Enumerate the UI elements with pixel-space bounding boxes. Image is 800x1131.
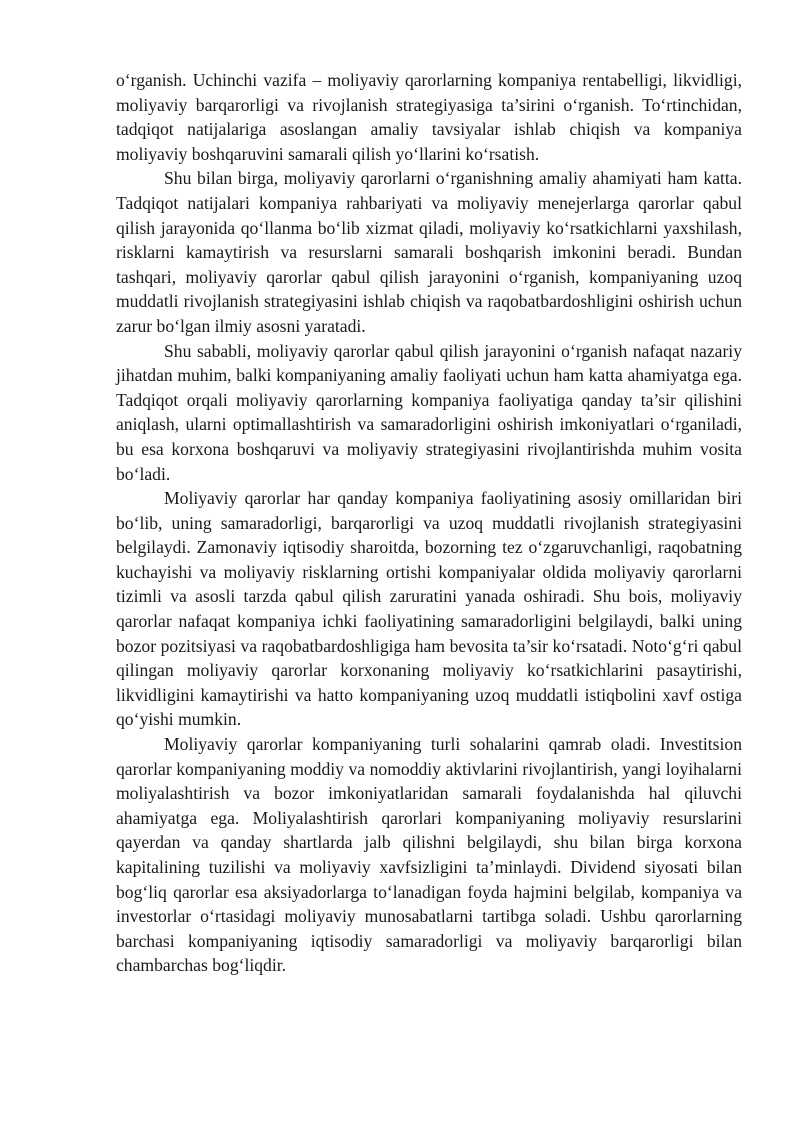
paragraph-decision-areas: Moliyaviy qarorlar kompaniyaning turli sohalarini qamrab oladi. Investitsion qarorlar kompaniyaning moddiy va nomoddiy aktivlarini rivojlantirish, yangi loyihalarni moliyalashtirish va bozor imkoniyatlaridan samarali foydalanishda hal qiluvchi ahamiyatga ega. Moliyalashtirish qarorlari kompaniyaning moliyaviy resurslarini qayerdan va qanday shartlarda jalb qilishni belgilaydi, shu bilan birga korxona kapitalining tuzilishi va moliyaviy xavfsizligini ta’minlaydi. Dividend siyosati bilan bog‘liq qarorlar esa aksiyadorlarga to‘lanadigan foyda hajmini belgilab, kompaniya va investorlar o‘rtasidagi moliyaviy munosabatlarni tartibga soladi. Ushbu qarorlarning barchasi kompaniyaning iqtisodiy samaradorligi va moliyaviy barqarorligi bilan chambarchas bog‘liqdir. [116, 734, 742, 976]
paragraph-financial-decisions-role: Moliyaviy qarorlar har qanday kompaniya faoliyatining asosiy omillaridan biri bo‘lib, uning samaradorligi, barqarorligi va uzoq muddatli rivojlanish strategiyasini belgilaydi. Zamonaviy iqtisodiy sharoitda, bozorning tez o‘zgaruvchanligi, raqobatning kuchayishi va moliyaviy risklarning ortishi kompaniyalar oldida moliyaviy qarorlarni tizimli va asosli tarzda qabul qilish zaruratini yanada oshiradi. Shu bois, moliyaviy qarorlar nafaqat kompaniya ichki faoliyatining samaradorligini belgilaydi, balki uning bozor pozitsiyasi va raqobatbardoshligiga ham bevosita ta’sir ko‘rsatadi. Noto‘g‘ri qabul qilingan moliyaviy qarorlar korxonaning moliyaviy ko‘rsatkichlarini pasaytirishi, likvidligini kamaytirishi va hatto kompaniyaning uzoq muddatli istiqbolini xavf ostiga qo‘yishi mumkin. [116, 488, 742, 730]
paragraph-practical-significance: Shu bilan birga, moliyaviy qarorlarni o‘rganishning amaliy ahamiyati ham katta. Tadqiqot natijalari kompaniya rahbariyati va moliyaviy menejerlarga qarorlar qabul qilish jarayonida qo‘llanma bo‘lib xizmat qiladi, moliyaviy ko‘rsatkichlarni yaxshilash, risklarni kamaytirish va resurslarni samarali boshqarish imkonini beradi. Bundan tashqari, moliyaviy qarorlar qabul qilish jarayonini o‘rganish, kompaniyaning uzoq muddatli rivojlanish strategiyasini ishlab chiqish va raqobatbardoshligini oshirish uchun zarur bo‘lgan ilmiy asosni yaratadi. [116, 168, 742, 336]
paragraph-research-importance: Shu sababli, moliyaviy qarorlar qabul qilish jarayonini o‘rganish nafaqat nazariy jihatdan muhim, balki kompaniyaning amaliy faoliyati uchun ham katta ahamiyatga ega. Tadqiqot orqali moliyaviy qarorlarning kompaniya faoliyatiga qanday ta’sir qilishini aniqlash, ularni optimallashtirish va samaradorligini oshirish imkoniyatlari o‘rganiladi, bu esa korxona boshqaruvi va moliyaviy strategiyasini rivojlantirishda muhim vosita bo‘ladi. [116, 340, 742, 484]
paragraph-continuation: o‘rganish. Uchinchi vazifa – moliyaviy qarorlarning kompaniya rentabelligi, likvidligi, moliyaviy barqarorligi va rivojlanish strategiyasiga ta’sirini o‘rganish. To‘rtinchidan, tadqiqot natijalariga asoslangan amaliy tavsiyalar ishlab chiqish va kompaniya moliyaviy boshqaruvini samarali qilish yo‘llarini ko‘rsatish. [116, 70, 742, 164]
document-page [116, 68, 742, 978]
